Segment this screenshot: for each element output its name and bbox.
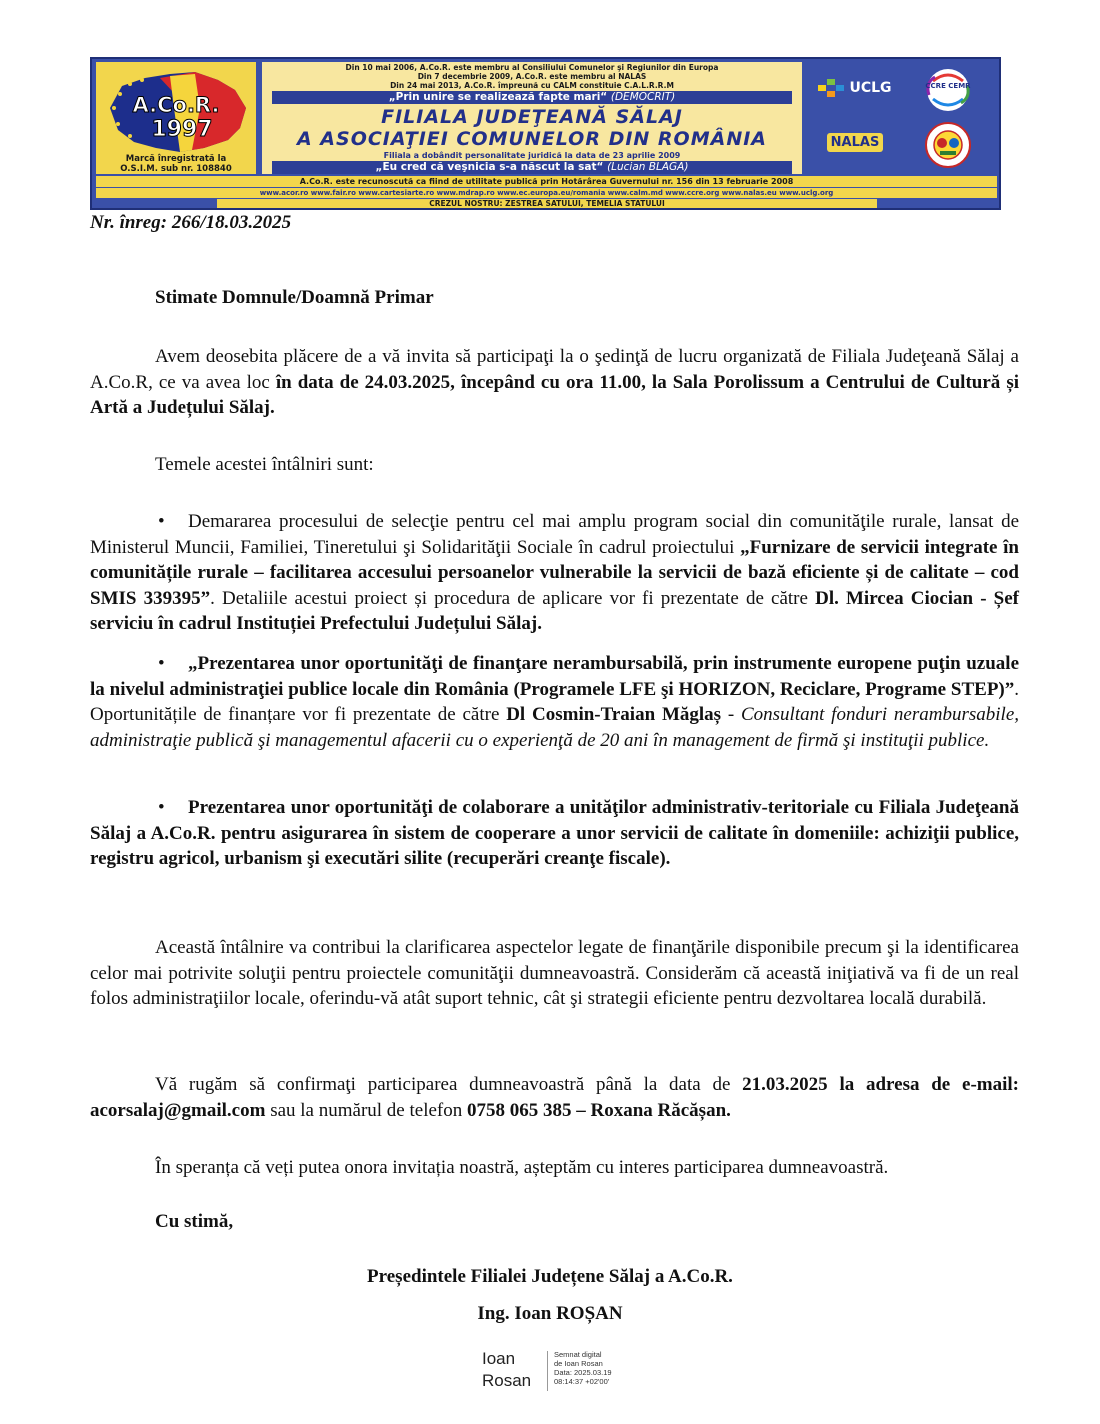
letterhead xyxy=(90,57,1001,210)
topic-2-presenter: Dl Cosmin-Traian Măglaș xyxy=(506,704,722,725)
topic-1 xyxy=(90,509,1019,637)
bullet-icon: • xyxy=(158,511,165,532)
signature-meta-line-2: de Ioan Rosan xyxy=(554,1359,603,1368)
info-line-2: Din 7 decembrie 2009, A.Co.R. este membru al NALAS xyxy=(417,72,647,81)
logo-text: A.Co.R. xyxy=(132,93,220,117)
creed-bar: CREZUL NOSTRU: ZESTREA SATULUI, TEMELIA STATULUI xyxy=(217,199,877,208)
invitation-paragraph xyxy=(90,344,1019,421)
topic-3-text: Prezentarea unor oportunităţi de colaborare a unităţilor administrativ-teritoriale cu Filiala Judeţeană Sălaj a A.Co.R. pentru asigurarea în sistem de cooperare a unor servicii de calitate în domeniile: achiziţii publice, registru agricol, urbanism şi executări silite (recuperări creanţe fiscale). xyxy=(90,797,1019,869)
signature-name xyxy=(482,1348,531,1392)
signatory-title: Președintele Filialei Județene Sălaj a A.Co.R. xyxy=(367,1266,733,1287)
rsvp-intro: Vă rugăm să confirmaţi participarea dumneavoastră până la data de xyxy=(155,1074,743,1095)
acor-logo xyxy=(96,62,256,174)
motto-bar-1 xyxy=(272,91,792,104)
digital-signature xyxy=(482,1348,642,1394)
signature-meta-line-4: 08:14:37 +02'00' xyxy=(554,1377,610,1386)
nalas-label: NALAS xyxy=(827,133,884,152)
topic-2-dash: - xyxy=(721,704,741,725)
websites-bar: www.acor.ro www.fair.ro www.cartesiarte.ro www.mdrap.ro www.ec.europa.eu/romania www.calm.md www.ccre.org www.nalas.eu www.uclg.org xyxy=(96,188,997,198)
ccre-star-icon xyxy=(919,67,977,113)
bullet-icon: • xyxy=(158,653,165,674)
topic-1-detail: . Detaliile acestui proiect și procedura de aplicare vor fi prezentate de către xyxy=(210,587,816,609)
letterhead-center xyxy=(262,62,802,174)
signature-meta-line-3: Data: 2025.03.19 xyxy=(554,1368,612,1377)
trademark-line-1: Marcă înregistrată la xyxy=(125,154,227,164)
topic-2-title: „Prezentarea unor oportunităţi de finanţare nerambursabilă, prin instrumente europene puţin uzuale la nivelul administraţiei publice locale din România (Programele LFE şi HORIZON, Reciclare, Programe STEP)” xyxy=(90,653,1019,700)
calm-seal xyxy=(920,120,976,170)
public-utility-bar: A.Co.R. este recunoscută ca fiind de utilitate publică prin Hotărârea Guvernului nr. 156 din 13 februarie 2008 xyxy=(96,176,997,187)
uclg-logo xyxy=(812,68,898,108)
ccre-label: CCRE CEMR xyxy=(925,82,971,90)
meeting-details: în data de 24.03.2025, începând cu ora 11.00, la Sala Porolissum a Centrului de Cultură și Artă a Județului Sălaj. xyxy=(90,371,1019,418)
motto-1-author: (DEMOCRIT) xyxy=(610,91,676,103)
uclg-icon xyxy=(818,77,846,99)
rsvp-phone-contact: 0758 065 385 – Roxana Răcășan. xyxy=(466,1099,731,1121)
signature-last-name: Rosan xyxy=(482,1371,532,1390)
closing: Cu stimă, xyxy=(155,1211,234,1232)
association-seal-icon xyxy=(924,121,972,169)
hope-paragraph: În speranța că veți putea onora invitația noastră, așteptăm cu interes participarea dumneavoastră. xyxy=(155,1157,889,1178)
registration-number: Nr. înreg: 266/18.03.2025 xyxy=(90,212,292,233)
motto-1: „Prin unire se realizează fapte mari“ xyxy=(388,91,608,103)
motto-bar-2 xyxy=(272,161,792,174)
invitation-text: Avem deosebita plăcere de a vă invita să participaţi la o şedinţă de lucru organizată de Filiala Judeţeană Sălaj a A.Co.R, ce va avea loc xyxy=(90,346,1019,393)
topic-1-presenter: Dl. Mircea Ciocian - Șef serviciu în cadrul Instituției Prefectului Județului Sălaj. xyxy=(90,587,1020,634)
signature-meta xyxy=(554,1350,612,1386)
signature-first-name: Ioan xyxy=(482,1349,516,1368)
branch-title-2: A ASOCIAŢIEI COMUNELOR DIN ROMÂNIA xyxy=(296,128,768,150)
topic-2 xyxy=(90,651,1019,753)
motto-2-author: (Lucian BLAGA) xyxy=(607,161,689,173)
ccre-logo xyxy=(918,66,978,114)
rsvp-paragraph xyxy=(90,1072,1019,1123)
partner-logos xyxy=(808,62,997,174)
nalas-logo xyxy=(812,124,898,160)
rsvp-or-phone: sau la numărul de telefon xyxy=(265,1099,467,1121)
purpose-paragraph: Această întâlnire va contribui la clarificarea aspectelor legate de finanţările disponibile precum şi la identificarea celor mai potrivite soluţii pentru proiectele comunităţii dumneavoastră. Considerăm că această iniţiativă va fi de un real folos administraţiilor locale, oferindu-vă atât suport tehnic, cât şi strategii eficiente pentru dezvoltarea locală durabilă. xyxy=(90,937,1019,1009)
trademark-line-2: O.S.I.M. sub nr. 108840 xyxy=(120,164,232,174)
info-line-3: Din 24 mai 2013, A.Co.R. împreună cu CALM constituie C.A.L.R.R.M xyxy=(390,81,674,90)
topic-3 xyxy=(90,795,1019,872)
branch-title-1: FILIALA JUDEŢEANĂ SĂLAJ xyxy=(381,106,683,128)
uclg-label: UCLG xyxy=(849,80,892,96)
topic-2-bio: Consultant fonduri nerambursabile, administraţie publică şi managementul afacerii cu o experienţă de 20 ani în management de firmă şi instituţii publice. xyxy=(90,704,1020,751)
legal-note: Filiala a dobândit personalitate juridică la data de 23 aprilie 2009 xyxy=(383,151,681,160)
info-line-1: Din 10 mai 2006, A.Co.R. este membru al Consiliului Comunelor şi Regiunilor din Europa xyxy=(345,63,719,72)
salutation: Stimate Domnule/Doamnă Primar xyxy=(155,287,434,308)
bullet-icon: • xyxy=(158,797,165,818)
topics-intro: Temele acestei întâlniri sunt: xyxy=(155,454,374,475)
rsvp-deadline-email: 21.03.2025 la adresa de e-mail: acorsalaj@gmail.com xyxy=(90,1074,1019,1121)
signature-meta-line-1: Semnat digital xyxy=(554,1350,602,1359)
topic-2-intro: . Oportunitățile de finanțare vor fi prezentate de către xyxy=(90,678,1019,725)
motto-2: „Eu cred că veşnicia s-a născut la sat“ xyxy=(375,161,604,173)
signatory-name: Ing. Ioan ROȘAN xyxy=(477,1303,623,1324)
trademark-note xyxy=(96,154,256,174)
topic-1-project: „Furnizare de servicii integrate în comunitățile rurale – facilitarea accesului persoanelor vulnerabile la servicii de bază eficiente și de calitate – cod SMIS 339395” xyxy=(90,536,1019,609)
logo-year: 1997 xyxy=(151,117,213,142)
topic-1-intro: Demararea procesului de selecţie pentru cel mai amplu program social din comunităţile rurale, lansat de Ministerul Muncii, Familiei, Tineretului şi Solidarităţii Sociale în cadrul proiectului xyxy=(90,511,1019,558)
romania-map-logo-icon xyxy=(100,68,252,156)
signature-divider xyxy=(547,1351,548,1391)
